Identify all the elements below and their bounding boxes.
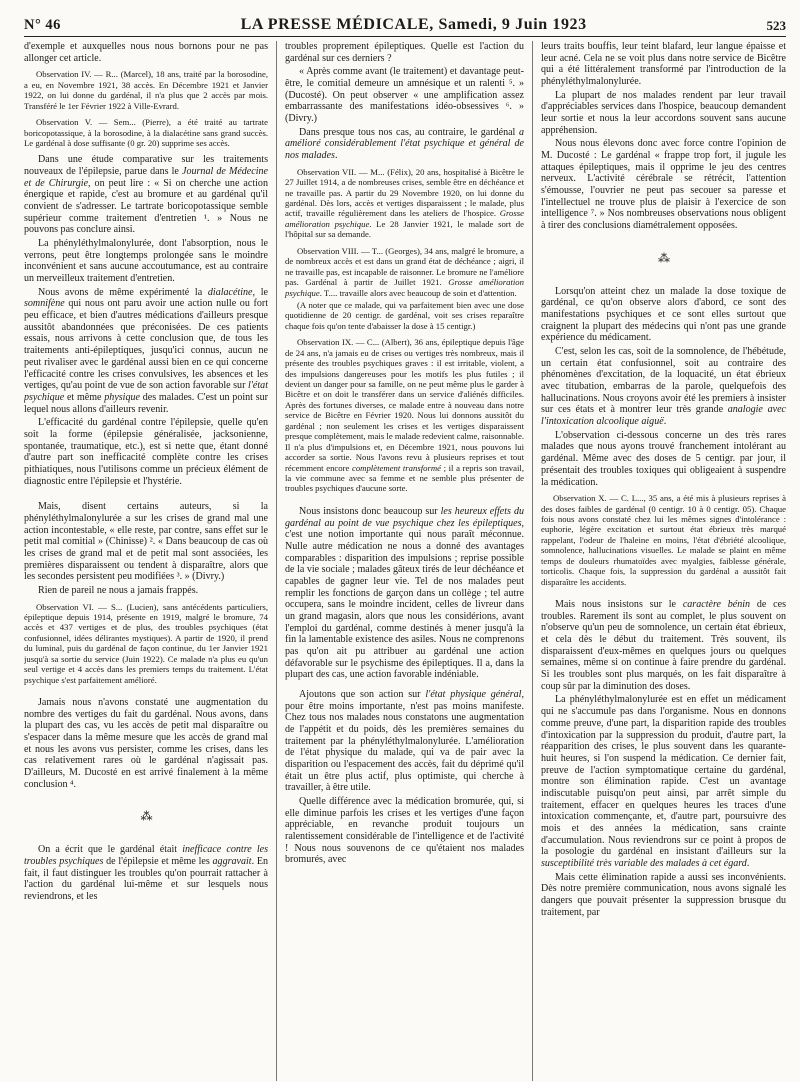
- article-columns: [24, 41, 786, 1081]
- column-1: [24, 41, 276, 1081]
- observation-10: Observation X. — C. L..., 35 ans, a été mis à plusieurs reprises à des doses faibles de gardénal (0 centigr. 10 à 0 centigr. 05). Chaque fois nous avons constaté chez lui les mêmes signes d'intolérance : euphorie, légère excitation et surtout état ébrieux très marqué rappelant, l'odeur de l'haleine en moins, l'état d'ébriété alcoolique, somnolence, hallucinations visuelles. Le malade se plaint en même temps de douleurs rhumatoïdes avec myalgies, faiblesse générale, torticolis. Chaque fois, la suppression du gardénal a aussitôt fait disparaître les accidents.: [541, 493, 786, 587]
- paragraph: On a écrit que le gardénal était inefficace contre les troubles psychiques de l'épilepsie et même les aggravait. En fait, il faut distinguer les troubles qu'on pourrait rattacher à l'action du gardénal lui-même et sur lesquels nous reviendrons, et les: [24, 844, 268, 903]
- observation-5: Observation V. — Sem... (Pierre), a été traité au tartrate boricopotassique, à la borosodine, à la dialacétine sans grand succès. Le gardénal à dose suffisante (0 gr. 20) supprime ses accès.: [24, 117, 268, 148]
- paragraph: d'exemple et auxquelles nous nous bornons pour ne pas allonger cet article.: [24, 41, 268, 64]
- section-separator-stars: ⁂: [658, 250, 669, 265]
- issue-number: N° 46: [24, 17, 61, 33]
- column-2: [276, 41, 532, 1081]
- paragraph: troubles proprement épileptiques. Quelle est l'action du gardénal sur ces derniers ?: [285, 41, 524, 64]
- column-3: [532, 41, 786, 1081]
- paragraph: L'efficacité du gardénal contre l'épilepsie, quelle qu'en soit la forme (épilepsie généralisée, jacksonienne, spontanée, traumatique, etc.), est si nette que, étant donné d'autre part son inefficacité complète contre les crises pithiatiques, nous l'utilisons comme un précieux élément de diagnostic entre l'épilepsie et l'hystérie.: [24, 417, 268, 487]
- paragraph: Rien de pareil ne nous a jamais frappés.: [38, 584, 199, 596]
- observation-8-note: (A noter que ce malade, qui va parfaitement bien avec une dose quotidienne de 20 centigr. de gardénal, voit ses crises reparaître chaque fois qu'on tente d'abaisser la dose à 15 centigr.): [285, 299, 524, 331]
- observation-9: Observation IX. — C... (Albert), 36 ans, épileptique depuis l'âge de 24 ans, n'a jamais eu de crises ou vertiges très nombreux, mais il présente des troubles psychiques graves : il est irritable, violent, a des impulsions dangereuses pour les motifs les plus futiles ; il devient un danger pour sa famille, on ne peut même plus le garder à Bicêtre et on doit le transférer dans un service d'aliénés difficiles. Après des fortunes diverses, ce malade entre à nouveau dans notre service de Bicêtre en Février 1920. Nous lui donnons aussitôt du gardénal ; non seulement les crises et les vertiges disparaissent presque complètement, mais le malade redevient calme, raisonnable. Il n'a plus d'impulsions et, en Décembre 1921, nous pouvons lui accorder sa sortie. Nous l'avons revu à plusieurs reprises et tout récemment encore complètement transformé ; il a repris son travail, la vie commune avec sa femme et ne semble plus présenter de troubles psychiques d'aucune sorte.: [285, 337, 524, 494]
- observation-7: Observation VII. — M... (Félix), 20 ans, hospitalisé à Bicêtre le 27 Juillet 1914, a de nombreuses crises, semble être en déchéance et ne travaille pas. A partir du 29 Novembre 1920, on lui donne du gardénal. Dès lors, accès et vertiges disparaissent ; le malade, plus actif, travaille régulièrement dans les ateliers de l'hospice. Grosse amélioration psychique. Le 28 Janvier 1921, le malade sort de l'hôpital sur sa demande.: [285, 166, 524, 240]
- paragraph: Mais, disent certains auteurs, si la phényléthylmalonylurée a sur les crises de grand mal une action incontestable, « elle reste, par contre, sans effet sur le petit mal comitial » (Chinisse) ². « Dans beaucoup de cas où les crises de grand mal et de petit mal sont associées, les premières disparaissent ou tendent à disparaître, alors que les secondes persistent peu modifiées ³. » (Divry.): [24, 501, 268, 583]
- observation-4: Observation IV. — R... (Marcel), 18 ans, traité par la borosodine, a eu, en Novembre 1921, 38 accès. En Décembre 1921 et Janvier 1922, on lui donne du gardénal, il n'a plus que 2 accès par mois. Transféré le 1er Février 1922 à Ville-Evrard.: [24, 69, 268, 111]
- observation-6: Observation VI. — S... (Lucien), sans antécédents particuliers, épileptique depuis 1914, présente en 1919, malgré le bromure, 74 accès et 437 vertiges et de plus, des troubles psychiques (état confusionnel, idées délirantes mystiques). A partir de 1920, il prend du luminal, puis du gardénal de façon continue, du 1er Janvier 1921 jusqu'à sa sortie du service (Juin 1922). Ce malade n'a plus eu qu'un seul vertige et 4 accès dans les premiers temps du traitement. L'état psychique s'est parfaitement amélioré.: [24, 601, 268, 685]
- paragraph: Nous insistons donc beaucoup sur les heureux effets du gardénal au point de vue psychique chez les épileptiques, c'est une notion importante qui nous paraît méconnue. Nulle autre médication ne nous a donné des avantages comparables : disparition des impulsions ; reprise possible de la vie sociale ; malades gâteux tirés de leur déchéance et capables de gagner leur vie. Tel de nos malades peut remplir les fonctions de garçon dans un collège ; tel autre occupera, sans le moindre incident, celles de livreur dans un grand magasin, alors que nous les considérions, avant l'emploi du gardénal, comme destinés à mener jusqu'à la fin la lamentable existence des asiles. Nous ne comprenons pas qu'on ait pu attribuer au gardénal une action défavorable sur le psychisme des épileptiques. Il a, dans la plupart des cas, une action favorable indéniable.: [285, 505, 525, 681]
- paragraph: La phényléthylmalonylurée, dont l'absorption, nous le verrons, peut être longtemps prolongée sans le moindre inconvénient et sans aucune accoutumance, est au contraire un merveilleux traitement d'entretien.: [24, 238, 268, 285]
- paragraph: Dans une étude comparative sur les traitements nouveaux de l'épilepsie, parue dans le Journal de Médecine et de Chirurgie, on peut lire : « Si on cherche une action énergique et rapide, c'est au bromure et au gardénal qu'il convient de s'adresser. Le tartrate boricopotassique semble supérieur comme traitement d'entretien ¹. » Nous ne pouvons pas conclure ainsi.: [24, 154, 268, 236]
- page-number: 523: [766, 18, 786, 33]
- paragraph: L'observation ci-dessous concerne un des très rares malades que nous ayons trouvé franchement intolérant au gardénal. Même avec des doses de 5 centigr. par jour, il présentait des troubles toxiques qui obligeaient à suspendre la médication.: [541, 429, 786, 488]
- paragraph: Mais cette élimination rapide a aussi ses inconvénients. Dès notre première communication, nous avons signalé les dangers que pouvait présenter la suppression brusque du traitement, par: [541, 871, 786, 918]
- paragraph: « Après comme avant (le traitement) et davantage peut-être, le comitial demeure un amnésique et un ralenti ⁵. » (Ducosté). On peut observer « une amplification assez embarrassante des manifestations idéo-obsessives ⁶. » (Divry.): [285, 66, 524, 125]
- paragraph: Quelle différence avec la médication bromurée, qui, si elle diminue parfois les crises et les vertiges d'une façon appréciable, en revanche produit toujours un ralentissement considérable de l'intelligence et de l'activité ! Nous nous souvenons de ce qu'étaient nos malades bromurés, avec: [285, 795, 524, 866]
- paragraph: Nous avons de même expérimenté la dialacétine, le somnifène qui nous ont paru avoir une action nulle ou fort peu efficace, et bien d'autres médications d'ailleurs presque aussitôt abandonnées que préconisées. De ces patients essais, nous arrivons à cette conclusion que, de tous les traitements anti-épileptiques, jusqu'ici connus, aucun ne peut rivaliser avec le gardénal aussi bien en ce qui concerne l'efficacité contre les crises convulsives, les absences et les vertiges, qu'au point de vue de son action favorable sur l'état psychique et même physique des malades. C'est un point sur lequel nous allons d'ailleurs revenir.: [24, 286, 268, 415]
- paragraph: Dans presque tous nos cas, au contraire, le gardénal a amélioré considérablement l'état psychique et général de nos malades.: [285, 126, 524, 162]
- paragraph: Nous nous élevons donc avec force contre l'opinion de M. Ducosté : Le gardénal « frappe trop fort, il jugule les attaques épileptiques, mais il opprime le jeu des centres nerveux. L'activité cérébrale se rétrécit, l'attention s'émousse, l'ouvrier ne peut pas secouer sa paresse et l'intellectuel ne trouve plus de plaisir à l'exercice de son intelligence ⁷. » Nos nombreuses observations nous obligent à tirer des conclusions diamétralement opposées.: [541, 138, 786, 232]
- observation-8: Observation VIII. — T... (Georges), 34 ans, malgré le bromure, a de nombreux accès et est dans un grand état de déchéance ; aigri, il ne travaille pas, est incapable de raisonner. Le bromure ne l'améliore pas. Gardénal à partir de Juillet 1921. Grosse amélioration psychique. T.... travaille alors avec beaucoup de soin et d'attention.: [285, 245, 524, 298]
- paragraph: leurs traits bouffis, leur teint blafard, leur langue épaisse et leur acné. Cela ne se voit plus dans notre service de Bicêtre qui a été littéralement transformé par l'introduction de la phényléthylmalonylurée.: [541, 41, 786, 88]
- paragraph: La phényléthylmalonylurée est en effet un médicament qui ne s'accumule pas dans l'organisme. Nous en donnons comme preuve, d'une part, la disparition rapide des troubles d'intoxication par la suppression du produit, d'autre part, la réapparition des crises, le plus souvent dans les quarante-huit heures, si l'on suspend la médication. Ce dernier fait, preuve de l'action symptomatique certaine du gardénal, montre son élimination rapide. C'est un avantage indiscutable puisqu'on peut ainsi, par arrêt simple du traitement, effacer en quelques heures les traces d'une intoxication commençante, et, d'autre part, poursuivre des mois et des années la médication, sans crainte d'accumulation. Nous reviendrons sur ce point à propos de la posologie du gardénal en insistant d'ailleurs sur la susceptibilité très variable des malades à cet égard.: [541, 694, 786, 869]
- journal-title: LA PRESSE MÉDICALE, Samedi, 9 Juin 1923: [240, 16, 587, 33]
- paragraph: Jamais nous n'avons constaté une augmentation du nombre des vertiges du fait du gardénal. Nous avons, dans la plupart des cas, vu les accès de petit mal disparaître ou s'espacer dans la même mesure que les accès de grand mal et nous les avons vus persister, comme les crises, dans les cas relativement rares où le gardénal n'agissait pas. D'ailleurs, M. Ducosté en est arrivé finalement à la même conclusion ⁴.: [24, 697, 268, 790]
- paragraph: Ajoutons que son action sur l'état physique général, pour être moins importante, n'est pas moins manifeste. Chez tous nos malades nous constatons une augmentation de l'appétit et du poids, dès les premières semaines du traitement par la phényléthylmalonylurée. L'amélioration de l'état physique du malade, qui va de pair avec la disparition ou l'espacement des accès, fait du déprimé qu'il était un être plus actif, plus optimiste, qui cherche à travailler, à être utile.: [285, 688, 524, 794]
- paragraph: La plupart de nos malades rendent par leur travail d'appréciables services dans l'hospice, beaucoup demandent leur sortie et nous la leur accordons souvent sans aucune appréhension.: [541, 89, 786, 136]
- paragraph: Lorsqu'on atteint chez un malade la dose toxique de gardénal, ce qu'on observe alors d'abord, ce sont des manifestations psychiques et ce sont elles surtout que craignent la plupart des médecins qui n'ont pas une grande expérience du médicament.: [541, 285, 786, 344]
- running-header: [24, 12, 786, 37]
- paragraph: C'est, selon les cas, soit de la somnolence, de l'hébétude, un certain état confusionnel, soit au contraire des phénomènes d'excitation, de la loquacité, un état ébrieux avec titubation, embarras de la parole, quelquefois des hallucinations. Nous croyons avoir été les premiers à insister sur ces états et à montrer leur très grande analogie avec l'intoxication alcoolique aiguë.: [541, 346, 786, 428]
- paragraph: Mais nous insistons sur le caractère bénin de ces troubles. Rarement ils sont au complet, le plus souvent on n'observe qu'un peu de somnolence, un certain état ébrieux, et cela dès le début du traitement. Très souvent, ils disparaissent d'eux-mêmes en quelques jours ou quelques semaines, même si on continue à faire prendre du gardénal. Si les troubles sont plus marqués, on les fait disparaître à coup sûr par la diminution des doses.: [541, 599, 786, 692]
- section-separator-stars: ⁂: [140, 809, 152, 824]
